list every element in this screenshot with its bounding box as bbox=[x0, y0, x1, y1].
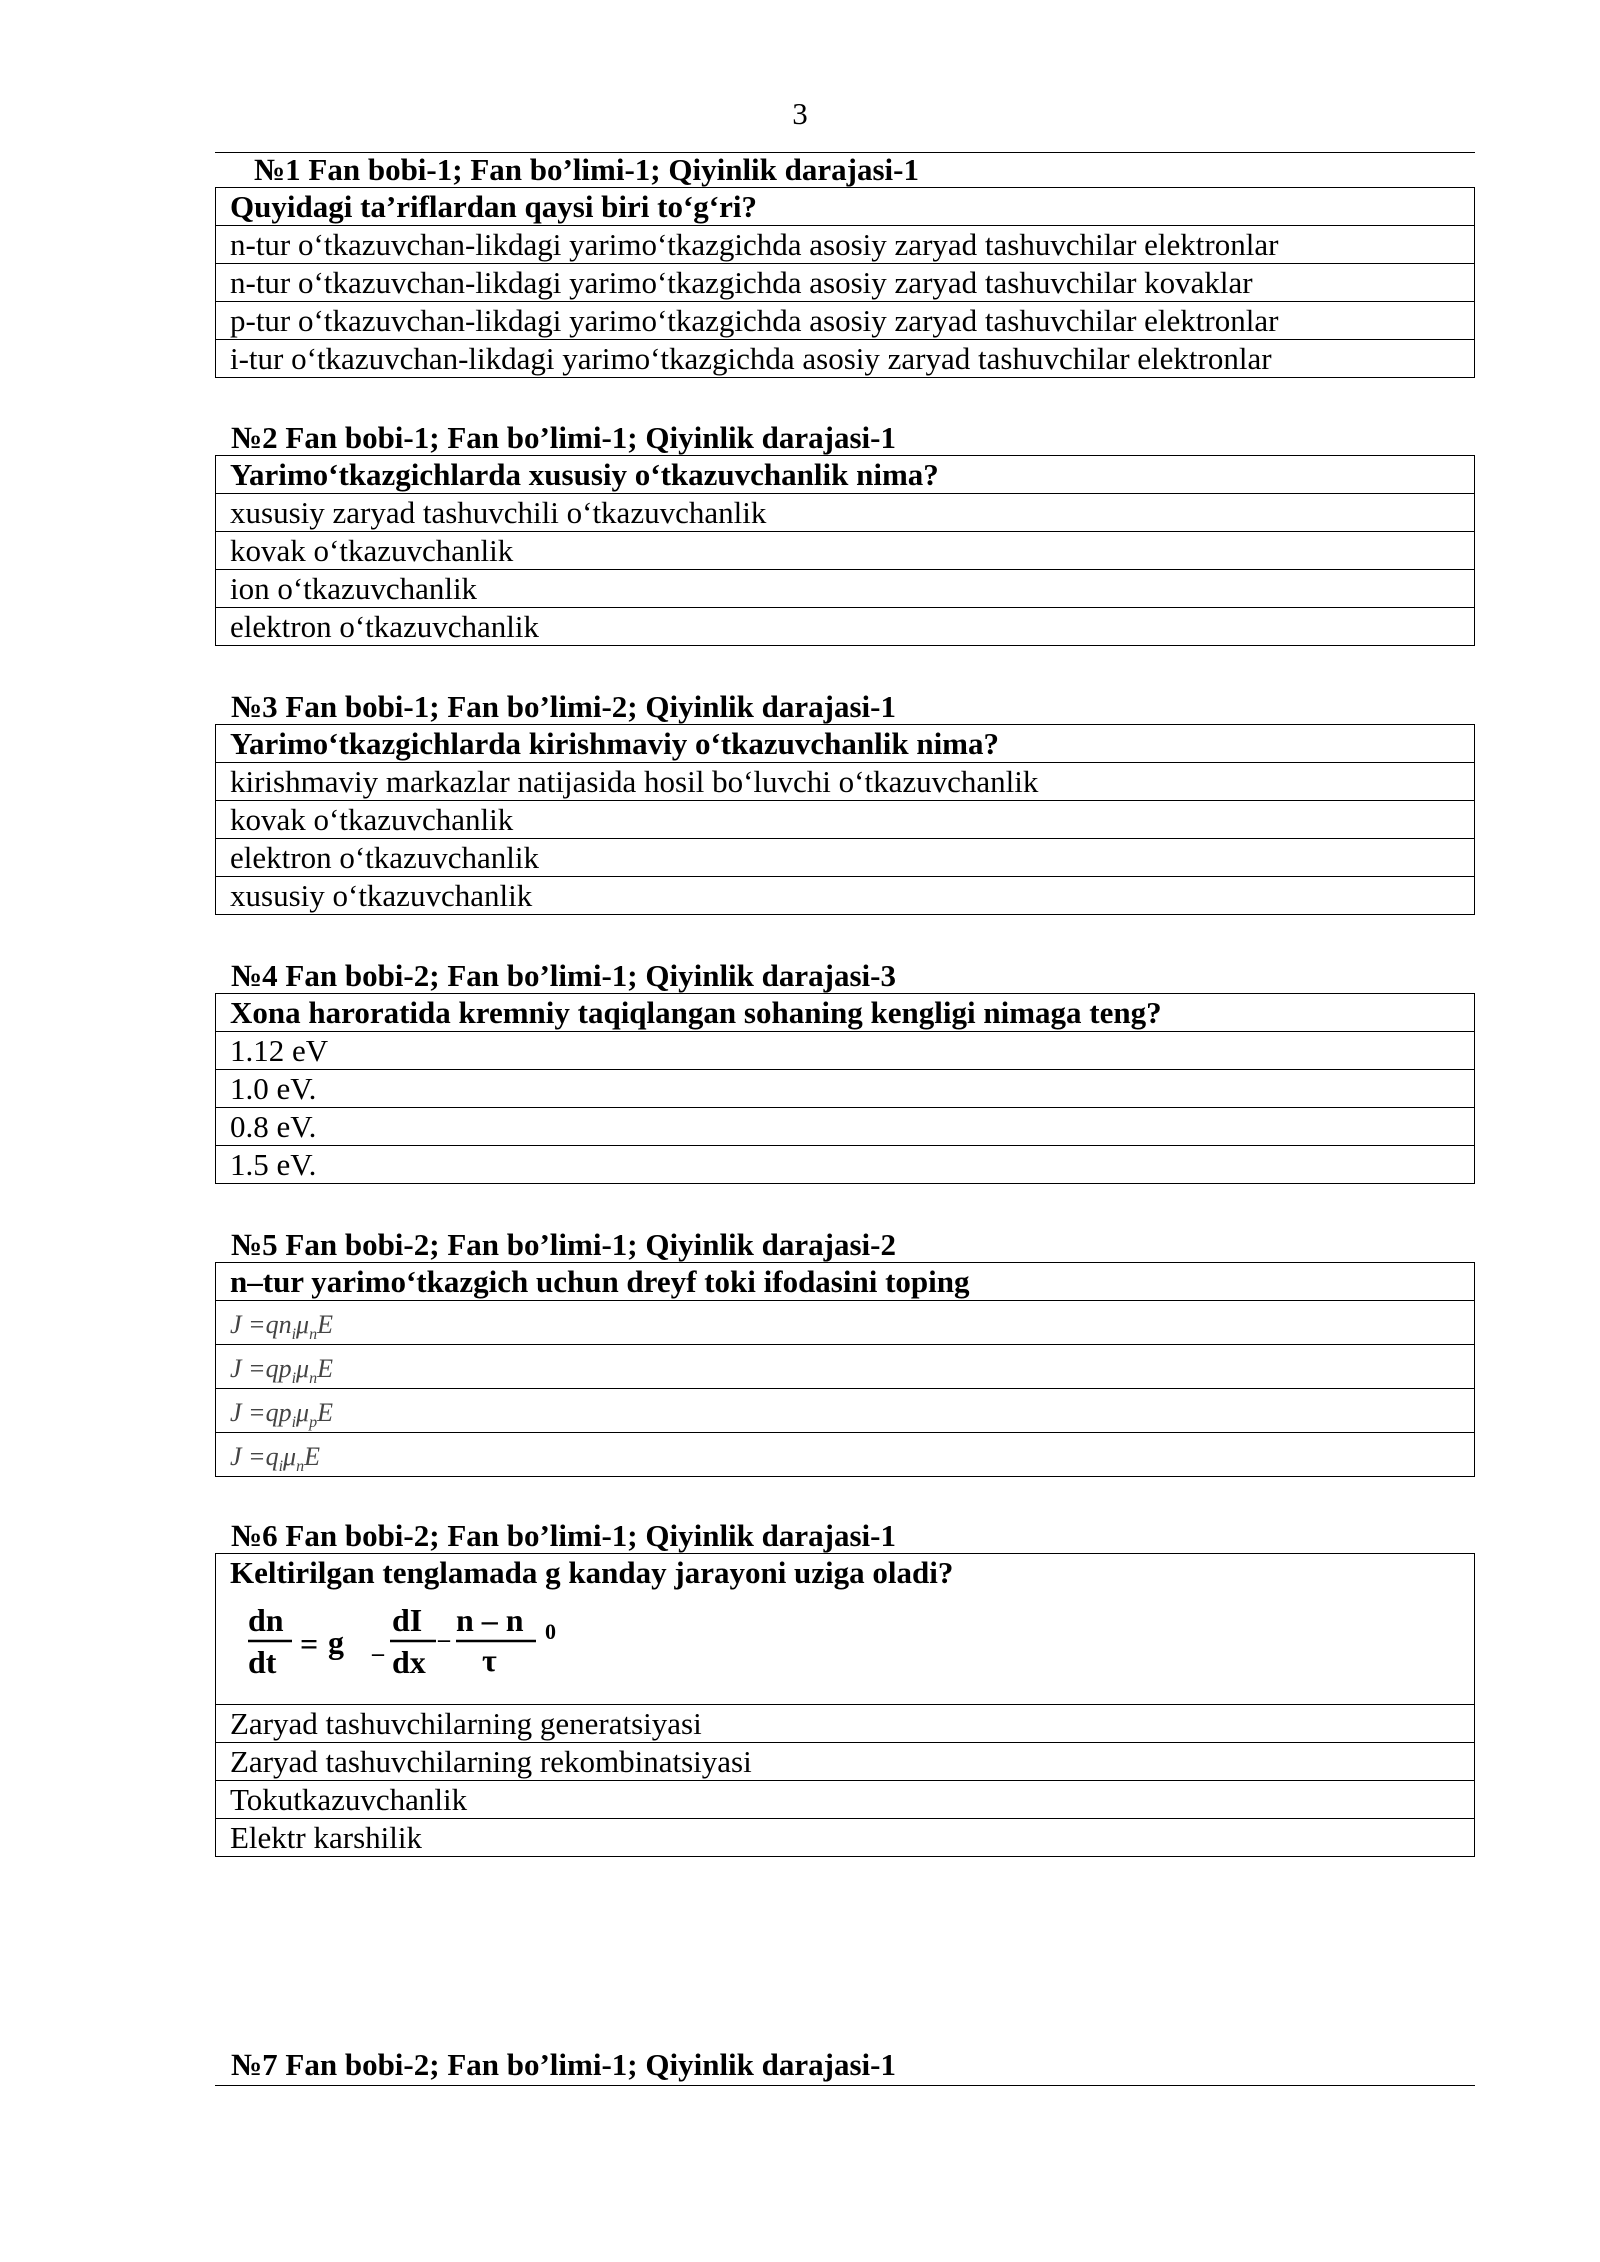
eq-denominator-3: τ bbox=[482, 1642, 497, 1678]
question-table bbox=[215, 993, 1475, 1184]
question-block-5 bbox=[215, 1228, 1475, 1477]
eq-minus-2: – bbox=[438, 1627, 450, 1653]
question-header: №3 Fan bobi-1; Fan bo’limi-2; Qiyinlik darajasi-1 bbox=[231, 689, 896, 724]
question-header: №7 Fan bobi-2; Fan bo’limi-1; Qiyinlik darajasi-1 bbox=[231, 2047, 896, 2082]
answer-option: n-tur o‘tkazuvchan-likdagi yarimo‘tkazgichda asosiy zaryad tashuvchilar kovaklar bbox=[216, 263, 1474, 301]
question-header: №1 Fan bobi-1; Fan bo’limi-1; Qiyinlik darajasi-1 bbox=[215, 152, 1475, 187]
answer-option: xususiy zaryad tashuvchili o‘tkazuvchanlik bbox=[216, 493, 1474, 531]
answer-option: p-tur o‘tkazuvchan-likdagi yarimo‘tkazgichda asosiy zaryad tashuvchilar elektronlar bbox=[216, 301, 1474, 339]
answer-option: Elektr karshilik bbox=[216, 1818, 1474, 1856]
answer-formula bbox=[216, 1300, 1474, 1344]
answer-option: Zaryad tashuvchilarning rekombinatsiyasi bbox=[216, 1742, 1474, 1780]
eq-g: g bbox=[328, 1624, 344, 1660]
answer-option: n-tur o‘tkazuvchan-likdagi yarimo‘tkazgichda asosiy zaryad tashuvchilar elektronlar bbox=[216, 225, 1474, 263]
answer-option: 0.8 eV. bbox=[216, 1107, 1474, 1145]
answer-option: Zaryad tashuvchilarning generatsiyasi bbox=[216, 1704, 1474, 1742]
question-block-1 bbox=[215, 152, 1475, 378]
question-table bbox=[215, 1262, 1475, 1477]
question-header: №2 Fan bobi-1; Fan bo’limi-1; Qiyinlik darajasi-1 bbox=[231, 420, 896, 455]
eq-minus-1: – bbox=[372, 1641, 384, 1667]
divider bbox=[215, 2085, 1475, 2086]
answer-option: kovak o‘tkazuvchanlik bbox=[216, 531, 1474, 569]
question-text-with-equation bbox=[216, 1554, 1474, 1704]
answer-option: 1.5 eV. bbox=[216, 1145, 1474, 1183]
eq-numerator-3: n – n bbox=[456, 1602, 524, 1638]
answer-option: ion o‘tkazuvchanlik bbox=[216, 569, 1474, 607]
question-header: №4 Fan bobi-2; Fan bo’limi-1; Qiyinlik darajasi-3 bbox=[231, 958, 896, 993]
answer-option: elektron o‘tkazuvchanlik bbox=[216, 607, 1474, 645]
answer-formula bbox=[216, 1344, 1474, 1388]
formula: $J =q_i\mu_nE$ bbox=[230, 1442, 320, 1475]
question-text: n–tur yarimo‘tkazgich uchun dreyf toki ifodasini toping bbox=[230, 1264, 970, 1299]
answer-option: elektron o‘tkazuvchanlik bbox=[216, 838, 1474, 876]
answer-option: i-tur o‘tkazuvchan-likdagi yarimo‘tkazgichda asosiy zaryad tashuvchilar elektronlar bbox=[216, 339, 1474, 377]
eq-denominator-2: dx bbox=[392, 1644, 426, 1680]
question-text: Keltirilgan tenglamada g kanday jarayoni uziga oladi? bbox=[230, 1555, 954, 1590]
eq-subscript-0: 0 bbox=[545, 1619, 556, 1644]
formula: $J =qp_i\mu_pE$ bbox=[230, 1398, 333, 1431]
question-text: Quyidagi ta’riflardan qaysi biri to‘g‘ri? bbox=[230, 189, 757, 224]
answer-option: 1.0 eV. bbox=[216, 1069, 1474, 1107]
question-block-4 bbox=[215, 959, 1475, 1184]
formula: $J =qn_i\mu_nE$ bbox=[230, 1310, 333, 1343]
formula: $J =qp_i\mu_nE$ bbox=[230, 1354, 333, 1387]
question-block-2 bbox=[215, 421, 1475, 646]
answer-option: Tokutkazuvchanlik bbox=[216, 1780, 1474, 1818]
question-text: Yarimo‘tkazgichlarda xususiy o‘tkazuvchanlik nima? bbox=[230, 457, 939, 492]
answer-option: xususiy o‘tkazuvchanlik bbox=[216, 876, 1474, 914]
question-table bbox=[215, 1553, 1475, 1857]
question-table bbox=[215, 724, 1475, 915]
question-header: №6 Fan bobi-2; Fan bo’limi-1; Qiyinlik darajasi-1 bbox=[231, 1518, 896, 1553]
question-text: Xona haroratida kremniy taqiqlangan sohaning kengligi nimaga teng? bbox=[230, 995, 1162, 1030]
equation-graphic bbox=[240, 1599, 570, 1689]
answer-option: 1.12 eV bbox=[216, 1031, 1474, 1069]
page-number: 3 bbox=[792, 96, 808, 131]
eq-numerator-1: dn bbox=[248, 1602, 284, 1638]
question-table bbox=[215, 187, 1475, 378]
eq-denominator-1: dt bbox=[248, 1644, 277, 1680]
question-block-3 bbox=[215, 690, 1475, 915]
answer-option: kovak o‘tkazuvchanlik bbox=[216, 800, 1474, 838]
question-table bbox=[215, 455, 1475, 646]
eq-equals: = bbox=[300, 1626, 319, 1662]
eq-numerator-2: dI bbox=[392, 1602, 423, 1638]
answer-option: kirishmaviy markazlar natijasida hosil bo‘luvchi o‘tkazuvchanlik bbox=[216, 762, 1474, 800]
question-header: №5 Fan bobi-2; Fan bo’limi-1; Qiyinlik darajasi-2 bbox=[231, 1227, 896, 1262]
answer-formula bbox=[216, 1388, 1474, 1432]
continuity-equation bbox=[240, 1599, 560, 1689]
question-text: Yarimo‘tkazgichlarda kirishmaviy o‘tkazuvchanlik nima? bbox=[230, 726, 1000, 761]
answer-formula bbox=[216, 1432, 1474, 1476]
question-block-6 bbox=[215, 1519, 1475, 1857]
